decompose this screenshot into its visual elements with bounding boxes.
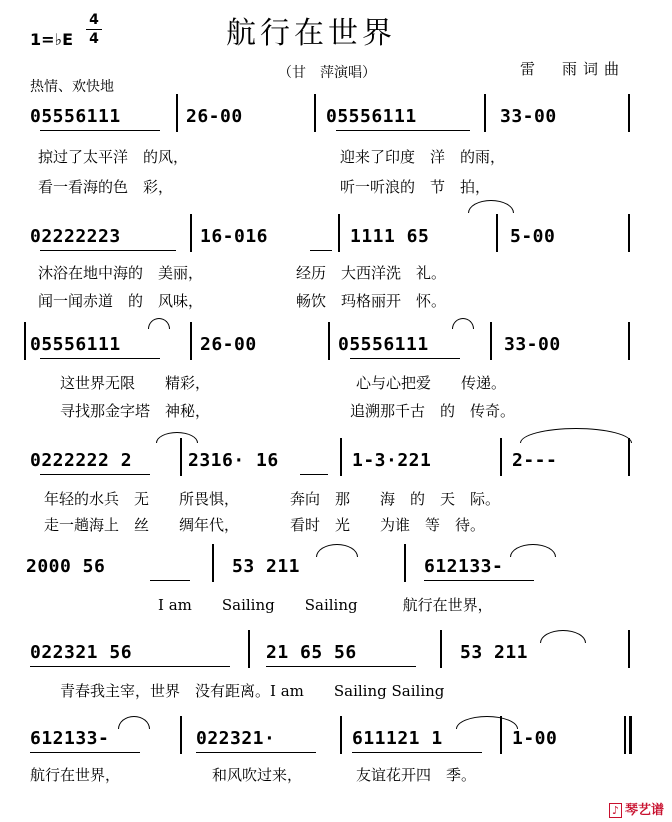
notes-r2-m3: 1111 65 xyxy=(350,226,430,247)
singer-credit: （甘 萍演唱） xyxy=(278,65,376,81)
beam xyxy=(30,666,230,667)
barline xyxy=(338,214,340,252)
notes-r4-m2: 2316· 16 xyxy=(188,450,279,471)
meter-top: 4 xyxy=(89,12,99,28)
beam xyxy=(30,752,140,753)
barline xyxy=(628,214,630,252)
barline xyxy=(500,716,502,754)
final-barline-thick xyxy=(629,716,632,754)
notes-r6-m3: 53 211 xyxy=(460,642,529,663)
barline xyxy=(176,94,178,132)
lyric-line: 追溯那千古 的 传奇。 xyxy=(350,402,516,420)
notes-r5-m2: 53 211 xyxy=(232,556,301,577)
barline xyxy=(212,544,214,582)
beam xyxy=(150,580,190,581)
beam xyxy=(40,358,160,359)
barline xyxy=(440,630,442,668)
lyric-line: 年轻的水兵 无 所畏惧， xyxy=(44,490,240,508)
notes-r7-m3: 611121 1 xyxy=(352,728,443,749)
notes-r5-m1: 2000 56 xyxy=(26,556,106,577)
barline xyxy=(500,438,502,476)
slur xyxy=(456,716,518,729)
lyric-line: I am Sailing Sailing 航行在世界， xyxy=(158,596,493,614)
notes-r1-m3: 05556111 xyxy=(326,106,417,127)
beam xyxy=(350,358,460,359)
barline xyxy=(340,716,342,754)
beam xyxy=(352,752,482,753)
key-signature: 1=♭E xyxy=(30,30,74,49)
barline xyxy=(328,322,330,360)
barline xyxy=(340,438,342,476)
notes-r3-m1: 05556111 xyxy=(30,334,121,355)
beam xyxy=(300,474,328,475)
slur xyxy=(540,630,586,643)
notes-r4-m1: 0222222 2 xyxy=(30,450,133,471)
notes-r1-m1: 05556111 xyxy=(30,106,121,127)
notes-r4-m3: 1-3·221 xyxy=(352,450,432,471)
watermark-logo xyxy=(609,799,664,818)
repeat-barline xyxy=(24,322,26,360)
barline xyxy=(490,322,492,360)
notes-r5-m3: 612133- xyxy=(424,556,504,577)
barline xyxy=(484,94,486,132)
barline xyxy=(190,322,192,360)
slur xyxy=(510,544,556,557)
lyric-line: 掠过了太平洋 的风， xyxy=(38,148,189,166)
lyric-line: 闻一闻赤道 的 风味， xyxy=(38,292,204,310)
barline xyxy=(180,716,182,754)
slur xyxy=(118,716,150,729)
song-title: 航行在世界 xyxy=(226,16,396,51)
barline xyxy=(248,630,250,668)
lyric-line: 沐浴在地中海的 美丽， xyxy=(38,264,204,282)
beam xyxy=(196,752,316,753)
beam xyxy=(336,130,470,131)
lyric-line: 奔向 那 海 的 天 际。 xyxy=(290,490,501,508)
notes-r4-m4: 2--- xyxy=(512,450,558,471)
beam xyxy=(266,666,416,667)
notes-r7-m2: 022321· xyxy=(196,728,276,749)
lyric-line: 走一趟海上 丝 绸年代， xyxy=(44,516,240,534)
lyric-line: 畅饮 玛格丽开 怀。 xyxy=(296,292,447,310)
final-barline xyxy=(624,716,626,754)
notes-r1-m4: 33-00 xyxy=(500,106,557,127)
notes-r6-m1: 022321 56 xyxy=(30,642,133,663)
notes-r7-m4: 1-00 xyxy=(512,728,558,749)
lyric-line: 看时 光 为谁 等 待。 xyxy=(290,516,486,534)
barline xyxy=(314,94,316,132)
watermark-text: 琴艺谱 xyxy=(624,803,664,818)
beam xyxy=(310,250,332,251)
slur xyxy=(520,428,632,443)
lyric-line: 听一听浪的 节 拍， xyxy=(340,178,491,196)
time-signature xyxy=(86,12,102,47)
notes-r2-m4: 5-00 xyxy=(510,226,556,247)
lyric-line: 看一看海的色 彩， xyxy=(38,178,174,196)
notes-r7-m1: 612133- xyxy=(30,728,110,749)
beam xyxy=(424,580,534,581)
barline xyxy=(190,214,192,252)
notes-r1-m2: 26-00 xyxy=(186,106,243,127)
composer-credit: 雷 雨词曲 xyxy=(520,60,626,78)
lyric-line: 寻找那金字塔 神秘， xyxy=(60,402,211,420)
lyric-line: 和风吹过来， xyxy=(212,766,303,784)
barline xyxy=(180,438,182,476)
barline xyxy=(628,630,630,668)
barline xyxy=(628,438,630,476)
notes-r2-m1: 02222223 xyxy=(30,226,121,247)
barline xyxy=(628,94,630,132)
slur xyxy=(156,432,198,443)
lyric-line: 经历 大西洋洗 礼。 xyxy=(296,264,447,282)
lyric-line: 这世界无限 精彩， xyxy=(60,374,211,392)
lyric-line: 心与心把爱 传递。 xyxy=(356,374,507,392)
slur xyxy=(452,318,474,329)
slur xyxy=(316,544,358,557)
beam xyxy=(40,130,160,131)
beam xyxy=(40,474,150,475)
tempo-marking: 热情、欢快地 xyxy=(30,79,114,95)
slur xyxy=(468,200,514,213)
barline xyxy=(496,214,498,252)
lyric-line: 迎来了印度 洋 的雨， xyxy=(340,148,506,166)
barline xyxy=(628,322,630,360)
barline xyxy=(404,544,406,582)
lyric-line: 友谊花开四 季。 xyxy=(356,766,477,784)
notes-r3-m2: 26-00 xyxy=(200,334,257,355)
lyric-line: 航行在世界， xyxy=(30,766,121,784)
notes-r6-m2: 21 65 56 xyxy=(266,642,357,663)
notes-r2-m2: 16-016 xyxy=(200,226,269,247)
notes-r3-m4: 33-00 xyxy=(504,334,561,355)
lyric-line: 青春我主宰，世界 没有距离。I am Sailing Sailing xyxy=(60,682,445,700)
notes-r3-m3: 05556111 xyxy=(338,334,429,355)
slur xyxy=(148,318,170,329)
beam xyxy=(40,250,176,251)
meter-bottom: 4 xyxy=(89,31,99,47)
logo-icon: ♪ xyxy=(609,803,622,818)
